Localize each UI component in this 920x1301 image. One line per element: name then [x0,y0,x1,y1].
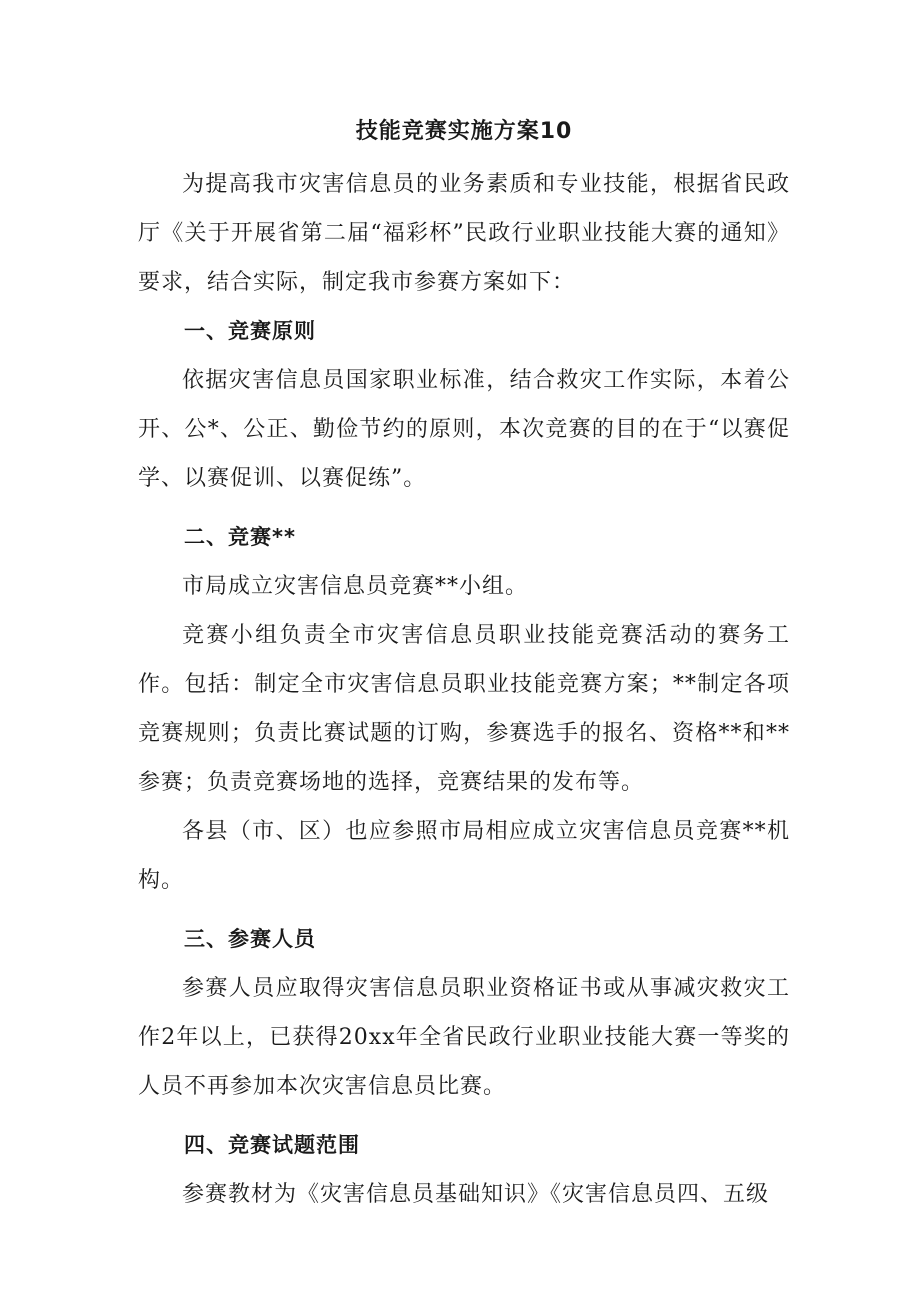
organization-paragraph-2: 竞赛小组负责全市灾害信息员职业技能竞赛活动的赛务工作。包括：制定全市灾害信息员职业技能竞赛方案；**制定各项竞赛规则；负责比赛试题的订购，参赛选手的报名、资格**和**参赛；负责竞赛场地的选择，竞赛结果的发布等。 [138,623,790,795]
organization-paragraph-3: 各县（市、区）也应参照市局相应成立灾害信息员竞赛**机构。 [138,819,790,893]
principles-paragraph: 依据灾害信息员国家职业标准，结合救灾工作实际，本着公开、公*、公正、勤俭节约的原则，本次竞赛的目的在于“以赛促学、以赛促训、以赛促练”。 [138,368,790,491]
exam-scope-paragraph: 参赛教材为《灾害信息员基础知识》《灾害信息员四、五级 [182,1182,770,1207]
document-title: 技能竞赛实施方案10 [355,119,573,144]
section-heading-principles: 一、竞赛原则 [184,319,316,343]
organization-paragraph-1: 市局成立灾害信息员竞赛**小组。 [182,574,529,599]
section-heading-organization: 二、竞赛** [184,525,296,549]
section-heading-exam-scope: 四、竞赛试题范围 [184,1133,360,1157]
section-heading-participants: 三、参赛人员 [184,927,316,951]
participants-paragraph: 参赛人员应取得灾害信息员职业资格证书或从事减灾救灾工作2年以上，已获得20xx年全省民政行业职业技能大赛一等奖的人员不再参加本次灾害信息员比赛。 [138,976,790,1099]
document-body [138,116,790,1219]
intro-paragraph: 为提高我市灾害信息员的业务素质和专业技能，根据省民政厅《关于开展省第二届“福彩杯”民政行业职业技能大赛的通知》要求，结合实际，制定我市参赛方案如下： [138,172,790,295]
